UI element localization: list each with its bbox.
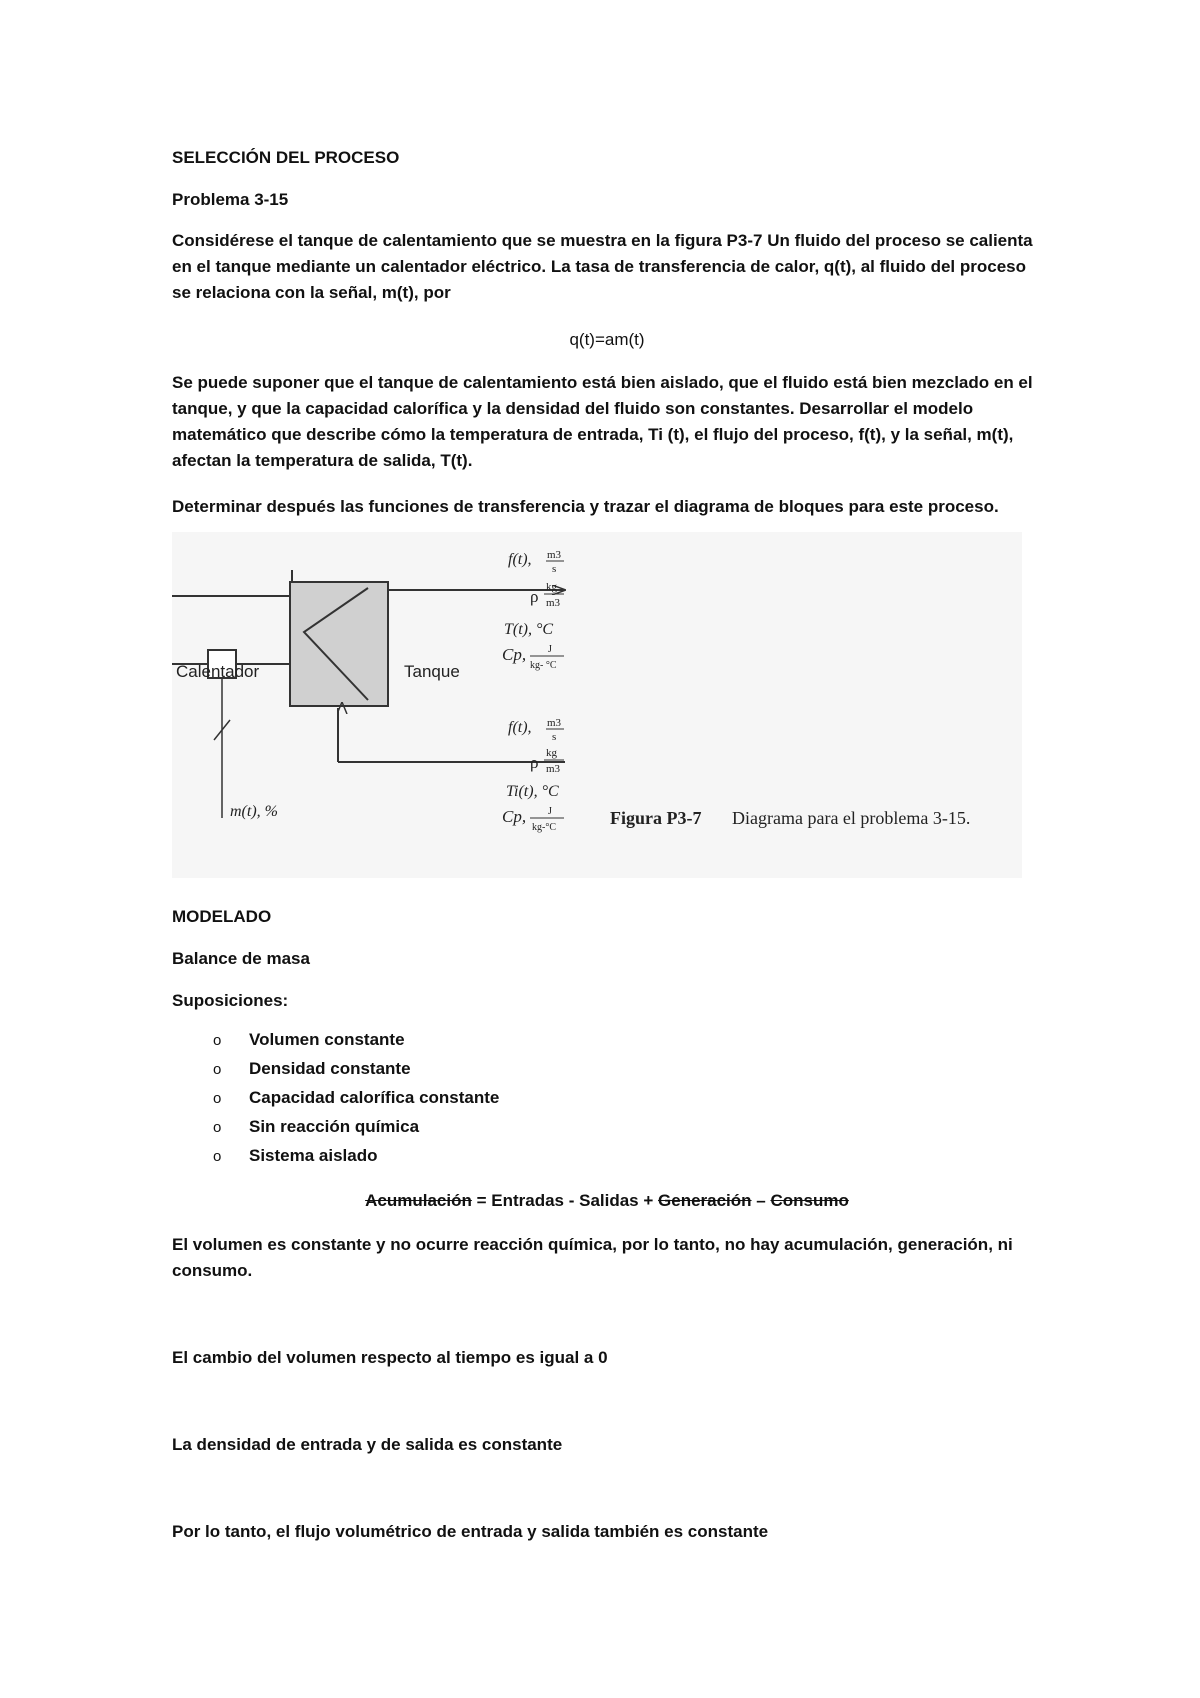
- process-diagram-figure: [172, 532, 1022, 878]
- task-paragraph: Determinar después las funciones de transferencia y trazar el diagrama de bloques para este proceso.: [172, 497, 999, 516]
- inlet-cp-label: Cp,: [502, 807, 527, 826]
- modeling-heading: MODELADO: [172, 907, 272, 926]
- inlet-flow-unit-num: m3: [547, 717, 562, 729]
- bullet-mark: o: [213, 1090, 222, 1107]
- assumptions-list: [213, 1026, 499, 1171]
- outlet-cp-unit-num: J: [548, 644, 552, 655]
- section-heading: SELECCIÓN DEL PROCESO: [172, 148, 400, 167]
- density-paragraph: La densidad de entrada y de salida es constante: [172, 1435, 563, 1454]
- heating-tank-diagram: [172, 532, 1022, 878]
- bullet-mark: o: [213, 1032, 222, 1049]
- heat-equation: q(t)=am(t): [569, 330, 645, 349]
- accumulation-term: Acumulación: [365, 1191, 472, 1210]
- balance-equation: Acumulación = Entradas - Salidas + Generación – Consumo: [365, 1191, 849, 1210]
- inlet-cp-unit-den: kg-°C: [532, 822, 556, 833]
- bullet-mark: o: [213, 1061, 222, 1078]
- mass-balance-heading: Balance de masa: [172, 949, 310, 968]
- volume-change-paragraph: El cambio del volumen respecto al tiempo es igual a 0: [172, 1348, 608, 1367]
- outlet-temp-label: T(t), °C: [504, 621, 554, 638]
- outlet-flow-unit-den: s: [552, 563, 557, 575]
- outlet-cp-label: Cp,: [502, 645, 527, 664]
- inlet-cp-unit-num: J: [548, 806, 552, 817]
- inlet-rho-unit-den: m3: [546, 763, 561, 775]
- outlet-flow-label: f(t),: [508, 551, 532, 568]
- outlet-rho-unit-num: kg: [546, 581, 557, 593]
- outlet-flow-unit-num: m3: [547, 549, 562, 561]
- tank-box: [290, 582, 388, 706]
- heater-label: Calentador: [176, 662, 260, 681]
- list-item: o Capacidad calorífica constante: [213, 1084, 499, 1113]
- outlet-cp-unit-den: kg- °C: [530, 660, 557, 671]
- problem-label: Problema 3-15: [172, 190, 289, 209]
- inlet-rho-label: ρ: [530, 753, 539, 772]
- conclusion-paragraph: El volumen es constante y no ocurre reacción química, por lo tanto, no hay acumulación, generación, ni consumo.: [172, 1235, 1013, 1280]
- list-item: o Sistema aislado: [213, 1142, 499, 1171]
- figure-caption-text: Diagrama para el problema 3-15.: [732, 808, 971, 828]
- generation-term: Generación: [658, 1191, 752, 1210]
- consumption-term: Consumo: [770, 1191, 849, 1210]
- flow-paragraph: Por lo tanto, el flujo volumétrico de entrada y salida también es constante: [172, 1522, 769, 1541]
- outlet-rho-label: ρ: [530, 587, 539, 606]
- tank-label: Tanque: [404, 662, 460, 681]
- signal-label: m(t), %: [230, 803, 278, 820]
- bullet-mark: o: [213, 1119, 222, 1136]
- assumptions-paragraph: Se puede suponer que el tanque de calentamiento está bien aislado, que el fluido está bien mezclado en el tanque, y que la capacidad calorífica y la densidad del fluido son constantes. Desarrollar el modelo matemático que describe cómo la temperatura de entrada, Ti (t), el flujo del proceso, f(t), y la señal, m(t), afectan la temperatura de salida, T(t).: [172, 373, 1033, 470]
- bullet-mark: o: [213, 1148, 222, 1165]
- inlet-temp-label: Ti(t), °C: [506, 783, 559, 800]
- figure-caption-label: Figura P3-7: [610, 808, 702, 828]
- assumptions-heading: Suposiciones:: [172, 991, 289, 1010]
- inlet-flow-label: f(t),: [508, 719, 532, 736]
- list-item: o Sin reacción química: [213, 1113, 499, 1142]
- inlet-flow-unit-den: s: [552, 731, 557, 743]
- inlet-rho-unit-num: kg: [546, 747, 557, 759]
- list-item: o Densidad constante: [213, 1055, 499, 1084]
- outlet-rho-unit-den: m3: [546, 597, 561, 609]
- intro-paragraph: Considérese el tanque de calentamiento que se muestra en la figura P3-7 Un fluido del proceso se calienta en el tanque mediante un calentador eléctrico. La tasa de transferencia de calor, q(t), al fluido del proceso se relaciona con la señal, m(t), por: [172, 231, 1033, 302]
- list-item: o Volumen constante: [213, 1026, 499, 1055]
